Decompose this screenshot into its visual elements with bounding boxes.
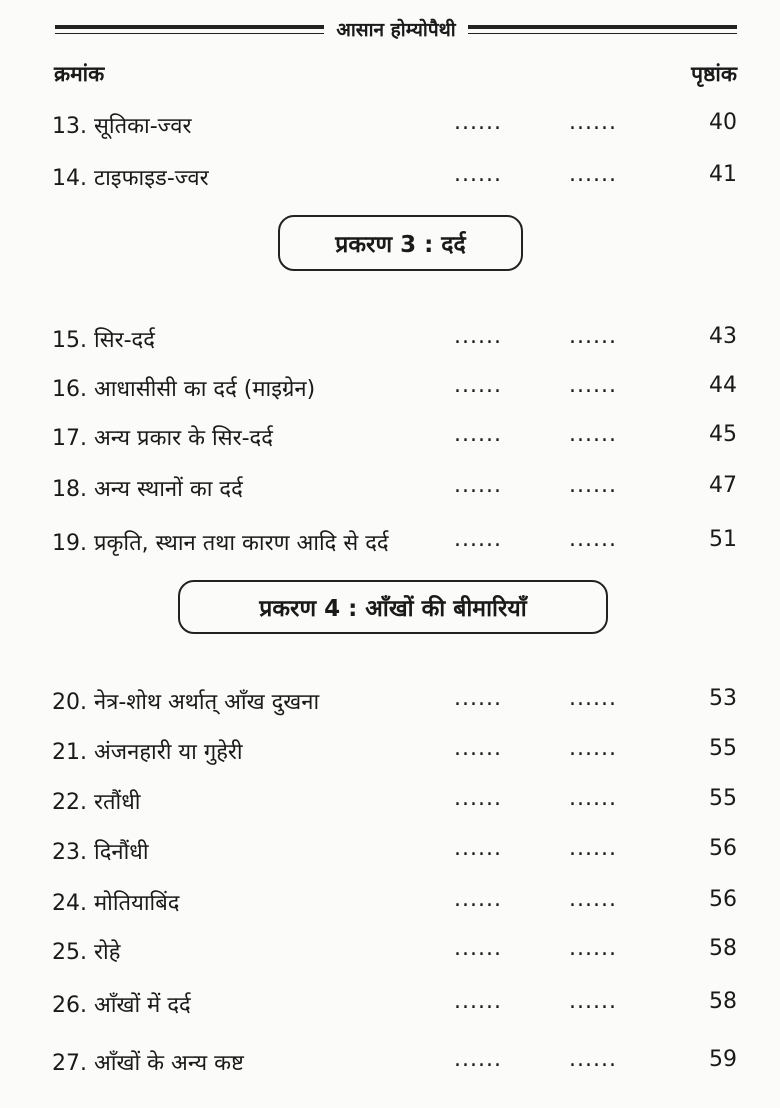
entry-page-number: 55 [709, 736, 737, 761]
dot-leader: ...... [454, 324, 502, 349]
entry-page-number: 51 [709, 527, 737, 552]
dot-leader: ...... [569, 836, 617, 861]
toc-entry [52, 373, 737, 407]
entry-page-number: 56 [709, 836, 737, 861]
dot-leader: ...... [569, 786, 617, 811]
header-rule-right [468, 25, 737, 34]
toc-entry [52, 162, 737, 196]
entry-title: 18. अन्य स्थानों का दर्द [52, 477, 243, 502]
dot-leader: ...... [454, 989, 502, 1014]
dot-leader: ...... [454, 422, 502, 447]
entry-page-number: 47 [709, 473, 737, 498]
entry-title: 20. नेत्र-शोथ अर्थात् आँख दुखना [52, 690, 320, 715]
dot-leader: ...... [569, 422, 617, 447]
dot-leader: ...... [454, 527, 502, 552]
chapter-3-heading: प्रकरण 3 : दर्द [278, 215, 523, 271]
toc-entry [52, 527, 737, 561]
dot-leader: ...... [569, 527, 617, 552]
toc-entry [52, 736, 737, 770]
entry-title: 24. मोतियाबिंद [52, 891, 180, 916]
entry-title: 25. रोहे [52, 940, 121, 965]
dot-leader: ...... [569, 686, 617, 711]
toc-entry [52, 324, 737, 358]
entry-title: 23. दिनौंधी [52, 840, 149, 865]
column-page-heading: पृष्ठांक [691, 62, 737, 86]
entry-title: 22. रतौंधी [52, 790, 141, 815]
dot-leader: ...... [454, 786, 502, 811]
entry-page-number: 59 [709, 1047, 737, 1072]
toc-entry [52, 936, 737, 970]
chapter-4-heading: प्रकरण 4 : आँखों की बीमारियाँ [178, 580, 608, 634]
dot-leader: ...... [454, 836, 502, 861]
entry-page-number: 58 [709, 936, 737, 961]
entry-page-number: 53 [709, 686, 737, 711]
dot-leader: ...... [454, 373, 502, 398]
entry-title: 19. प्रकृति, स्थान तथा कारण आदि से दर्द [52, 531, 389, 556]
entry-page-number: 56 [709, 887, 737, 912]
entry-page-number: 45 [709, 422, 737, 447]
toc-entry [52, 887, 737, 921]
entry-title: 26. आँखों में दर्द [52, 993, 191, 1018]
entry-title: 13. सूतिका-ज्वर [52, 114, 192, 139]
entry-page-number: 55 [709, 786, 737, 811]
dot-leader: ...... [454, 736, 502, 761]
entry-title: 17. अन्य प्रकार के सिर-दर्द [52, 426, 273, 451]
dot-leader: ...... [454, 162, 502, 187]
entry-page-number: 44 [709, 373, 737, 398]
dot-leader: ...... [569, 936, 617, 961]
toc-entry [52, 422, 737, 456]
dot-leader: ...... [569, 373, 617, 398]
entry-page-number: 40 [709, 110, 737, 135]
entry-page-number: 58 [709, 989, 737, 1014]
entry-title: 27. आँखों के अन्य कष्ट [52, 1051, 244, 1076]
dot-leader: ...... [569, 110, 617, 135]
entry-title: 14. टाइफाइड-ज्वर [52, 166, 209, 191]
dot-leader: ...... [569, 473, 617, 498]
dot-leader: ...... [454, 936, 502, 961]
toc-entry [52, 989, 737, 1023]
toc-entry [52, 1047, 737, 1081]
dot-leader: ...... [454, 887, 502, 912]
entry-title: 21. अंजनहारी या गुहेरी [52, 740, 243, 765]
book-title: आसान होम्योपैथी [336, 19, 456, 41]
dot-leader: ...... [569, 989, 617, 1014]
toc-entry [52, 786, 737, 820]
column-serial-heading: क्रमांक [54, 62, 105, 86]
running-header [55, 14, 737, 44]
entry-page-number: 41 [709, 162, 737, 187]
toc-entry [52, 110, 737, 144]
dot-leader: ...... [569, 887, 617, 912]
header-rule-left [55, 25, 324, 34]
entry-title: 16. आधासीसी का दर्द (माइग्रेन) [52, 377, 316, 402]
dot-leader: ...... [569, 162, 617, 187]
dot-leader: ...... [569, 736, 617, 761]
dot-leader: ...... [454, 110, 502, 135]
toc-entry [52, 836, 737, 870]
toc-entry [52, 686, 737, 720]
entry-page-number: 43 [709, 324, 737, 349]
toc-entry [52, 473, 737, 507]
dot-leader: ...... [454, 1047, 502, 1072]
dot-leader: ...... [454, 473, 502, 498]
dot-leader: ...... [569, 1047, 617, 1072]
entry-title: 15. सिर-दर्द [52, 328, 155, 353]
dot-leader: ...... [569, 324, 617, 349]
dot-leader: ...... [454, 686, 502, 711]
